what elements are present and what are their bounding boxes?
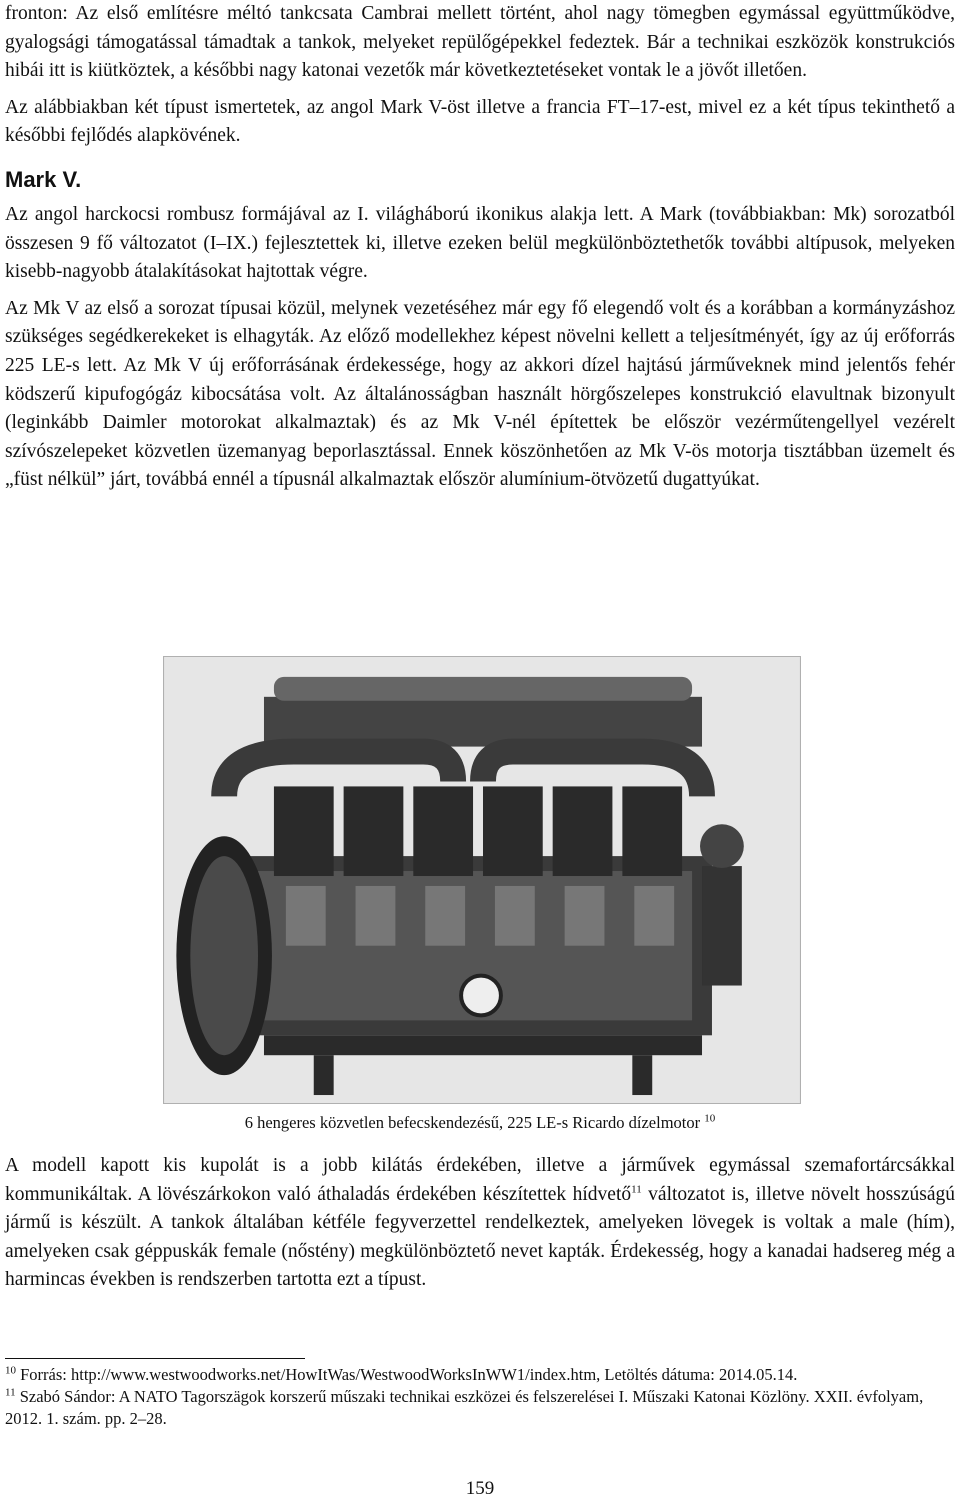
footnote-text: Szabó Sándor: A NATO Tagorszägok korszerű műszaki technikai eszközei és felszerelései I. Műszaki Katonai Közlöny. XXII. évfolyam, 2012. 1. szám. pp. 2–28. [5, 1387, 924, 1428]
paragraph-text: A modell kapott kis kupolát is a jobb kilátás érdekében, illetve a járművek egymással szemafortárcsákkal kommunikáltak. A lövészárkokon való áthaladás érdekében készítettek hídvető [5, 1155, 955, 1205]
footnote [5, 1364, 955, 1386]
footnote [5, 1386, 955, 1430]
paragraph: fronton: Az első említésre méltó tankcsata Cambrai mellett történt, ahol nagy tömegben egymással együttműködve, gyalogsági támogatással támadtak a tankok, melyeket repülőgépekkel fedeztek. Bár a technikai eszközök konstrukciós hibái itt is kiütköztek, a későbbi nagy katonai vezetők már következtetéseket vontak le a jövőt illetően. [5, 3, 955, 82]
paragraph-after-figure [5, 1152, 955, 1295]
paragraph-text: változatot is, illetve növelt hosszúságú jármű is készült. A tankok általában kétféle fegyverzettel rendelkeztek, amelyeken lövegek is voltak a male (hím), amelyeken csak géppuskák female (nőstény) megkülönböztető nevet kapták. Érdekesség, hogy a kanadai hadsereg még a harmincas években is rendszerben tartotta ezt a típust. [5, 1183, 955, 1291]
figure-caption-text: 6 hengeres közvetlen befecskendezésű, 225 LE-s Ricardo dízelmotor [244, 1113, 701, 1132]
paragraph: Az alábbiakban két típust ismertetek, az angol Mark V-öst illetve a francia FT–17-est, mivel ez a két típus tekinthető a későbbi fejlődés alapkövének. [5, 96, 955, 147]
footnote-divider [5, 1358, 305, 1359]
figure-footnote-ref: 10 [704, 1112, 716, 1125]
footnote-ref: 11 [631, 1183, 642, 1196]
footnotes [5, 1364, 955, 1430]
page-body [5, 0, 955, 495]
paragraph: Az angol harckocsi rombusz formájával az I. világháború ikonikus alakja lett. A Mark (továbbiakban: Mk) sorozatból összesen 9 fő változatot (I–IX.) fejlesztettek ki, illetve ezeken belül megkülönböztethetők további altípusok, melyeken kisebb-nagyobb átalakításokat hajtottak végre. [5, 203, 955, 283]
paragraph [5, 1152, 955, 1295]
engine-photo [163, 656, 801, 1104]
paragraph: Az Mk V az első a sorozat típusai közül, melynek vezetéséhez már egy fő elegendő volt és a korábban a kormányzáshoz szükséges segédkerekeket is elhagyták. Az előző modellekhez képest növelni kellett a teljesítményét, így az új erőforrás 225 LE-s lett. Az Mk V új erőforrásának érdekessége, hogy az akkori dízel hajtású járműveknek mind jelentős fehér ködszerű kipufogógáz kibocsátása volt. Az általánosságban használt hörgőszelepes konstrukció elavultnak bizonyult (leginkább Daimler motorokat alkalmaztak) és az Mk V-nél építettek be először vezérműtengellyel vezérelt szívószelepeket közvetlen üzemanyag beporlasztással. Ennek köszönhetően az Mk V-ös motorja tisztábban üzemelt és „füst nélkül” járt, továbbá ennél a típusnál alkalmaztak először alumínium-ötvözetű dugattyúkat. [5, 297, 955, 491]
engine-illustration [164, 657, 800, 1103]
footnote-number: 10 [5, 1364, 16, 1377]
footnote-text: Forrás: http://www.westwoodworks.net/HowItWas/WestwoodWorksInWW1/index.htm, Letöltés dátuma: 2014.05.14. [16, 1365, 798, 1384]
figure-caption [0, 1111, 960, 1135]
footnote-number: 11 [5, 1386, 16, 1399]
section-heading: Mark V. [5, 166, 82, 192]
page-number: 159 [465, 1478, 495, 1499]
